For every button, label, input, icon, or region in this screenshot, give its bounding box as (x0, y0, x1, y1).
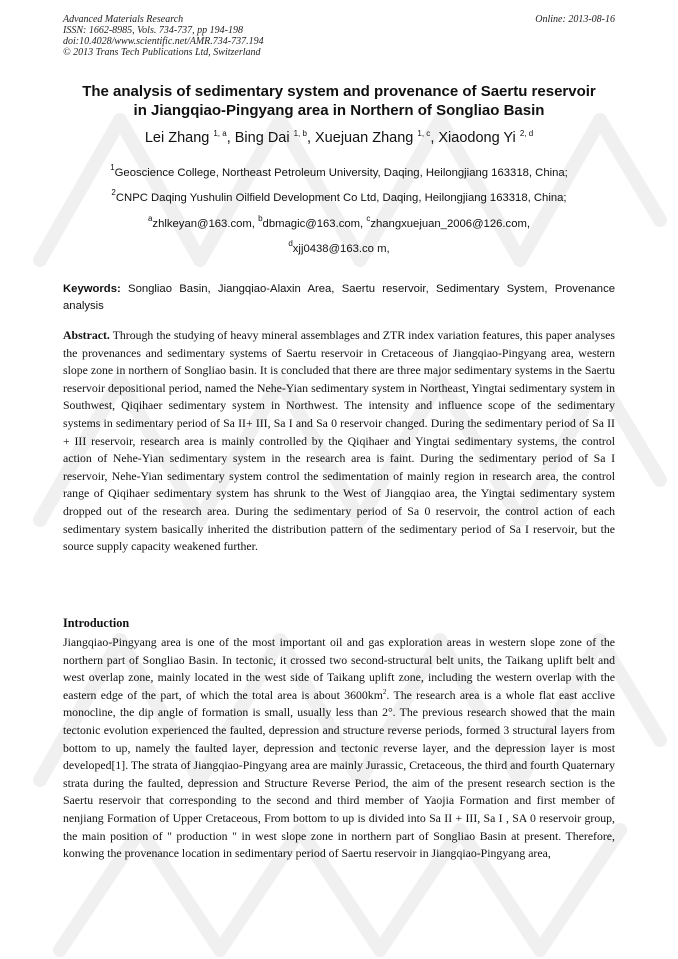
author-name: Xiaodong Yi (438, 130, 516, 146)
introduction-body (63, 634, 615, 863)
author-separator: , (306, 130, 311, 146)
author-superscript: 2, d (519, 129, 534, 138)
email-line-2 (60, 239, 618, 255)
email: dbmagic@163.com, (262, 218, 364, 230)
affiliation-text: Geoscience College, Northeast Petroleum University, Daqing, Heilongjiang 163318, China; (114, 167, 568, 179)
email-superscript: b (258, 214, 263, 223)
author-superscript: 1, a (213, 129, 227, 138)
journal-header (63, 14, 615, 58)
author-separator: , (430, 130, 435, 146)
email: xjj0438@163.co m, (292, 243, 390, 255)
author-name: Lei Zhang (144, 130, 210, 146)
author-superscript: 1, b (293, 129, 307, 138)
email: zhlkeyan@163.com, (152, 218, 255, 230)
affiliation-superscript: 2 (111, 188, 116, 197)
email-superscript: a (147, 214, 153, 223)
author-name: Bing Dai (234, 130, 290, 146)
email: zhangxuejuan_2006@126.com, (370, 218, 531, 230)
title-line-1: The analysis of sedimentary system and provenance of Saertu reservoir (82, 83, 596, 100)
author-separator: , (226, 130, 231, 146)
affiliation-2 (60, 188, 618, 204)
abstract-label: Abstract. (63, 328, 110, 342)
journal-name: Advanced Materials Research (63, 14, 184, 25)
abstract-text: Through the studying of heavy mineral assemblages and ZTR index variation features, this paper analyses the provenances and sedimentary systems of Saertu reservoir in Cretaceous of Jiangqiao-Pingyang area, western slope zone in northern of Songliao basin. It is concluded that there are three major sedimentary systems in the Saertu reservoir depositional period, named the Nehe-Yian sedimentary system in Northeast, Yingtai sedimentary system in Southwest, Qiqihaer sedimentary system in Northwest. The intensity and influence scope of the sedimentary systems in sedimentary period of Sa II+ III, Sa I and Sa 0 reservoir changed. During the sedimentary period of Sa II + III reservoir, research area is mainly controlled by the Qiqihaer and Yingtai sedimentary systems, the control action of Nehe-Yian sedimentary system in the research area is faint. During the sedimentary period of Sa I reservoir, Nehe-Yian sedimentary system control the sedimentation of mainly region in research area, the control range of Qiqihaer sedimentary system has shrunk to the West of Jiangqiao area, the Yingtai sedimentary system dropped out of the research area. During the sedimentary period of Sa 0 reservoir, the control action of each sedimentary system basically inherited the distribution pattern of the sedimentary period of Sa I reservoir, but the source supply capacity weakened further. (63, 328, 615, 554)
intro-text: Jiangqiao-Pingyang area is one of the most important oil and gas exploration areas in western slope zone of the northern part of Songliao Basin. In tectonic, it crossed two second-structural belt units, the Taikang uplift belt and west overlap zone, mainly located in the west side of Taikang uplift zone, including the western overlap with the eastern edge of the part, of which the total area is about 3600km (63, 635, 615, 702)
issn: ISSN: 1662-8985, Vols. 734-737, pp 194-198 (63, 25, 243, 36)
intro-superscript: 2 (382, 687, 387, 696)
author-list (60, 130, 618, 146)
keywords (63, 281, 615, 315)
email-line (60, 214, 618, 230)
email-superscript: c (366, 214, 371, 223)
intro-text-continued: . The research area is a whole flat east acclive monocline, the dip angle of formation is small, usually less than 2°. The previous research showed that the main tectonic evolution experienced the faulted, depression and structure reverse periods, formed 3 structural layers from bottom to up, namely the faulted layer, depression and tectonic reverse layer, and the depression layer is most developed[1]. The strata of Jiangqiao-Pingyang area are mainly Jurassic, Cretaceous, the third and fourth Quaternary strata during the faulted, depression and Structure Reverse Period, the aim of the present research section is the Saertu reservoir that corresponding to the second and third member of Yaojia Formation and first member of nenjiang Formation of Upper Cretaceous, From bottom to up is divided into Sa II + III, Sa I , SA 0 reservoir group, the main position of " production " in west slope zone in northern part of Songliao Basin at present. Therefore, konwing the provenance location in sedimentary period of Saertu reservoir in Jiangqiao-Pingyang area, (63, 687, 615, 861)
keywords-label: Keywords: (63, 283, 121, 295)
affiliation-1 (60, 163, 618, 179)
title-line-2: in Jiangqiao-Pingyang area in Northern of Songliao Basin (133, 102, 545, 119)
paper-title (60, 82, 618, 120)
section-heading-introduction: Introduction (63, 616, 130, 630)
abstract (63, 327, 615, 556)
keywords-text: Songliao Basin, Jiangqiao-Alaxin Area, Saertu reservoir, Sedimentary System, Provenance analysis (63, 283, 616, 312)
affiliation-text: CNPC Daqing Yushulin Oilfield Development Co Ltd, Daqing, Heilongjiang 163318, China; (115, 192, 567, 204)
online-date: Online: 2013-08-16 (535, 14, 615, 25)
copyright: © 2013 Trans Tech Publications Ltd, Switzerland (63, 47, 261, 58)
email-superscript: d (288, 239, 293, 248)
doi: doi:10.4028/www.scientific.net/AMR.734-737.194 (63, 36, 264, 47)
affiliation-superscript: 1 (110, 163, 115, 172)
author-superscript: 1, c (417, 129, 431, 138)
author-name: Xuejuan Zhang (315, 130, 414, 146)
